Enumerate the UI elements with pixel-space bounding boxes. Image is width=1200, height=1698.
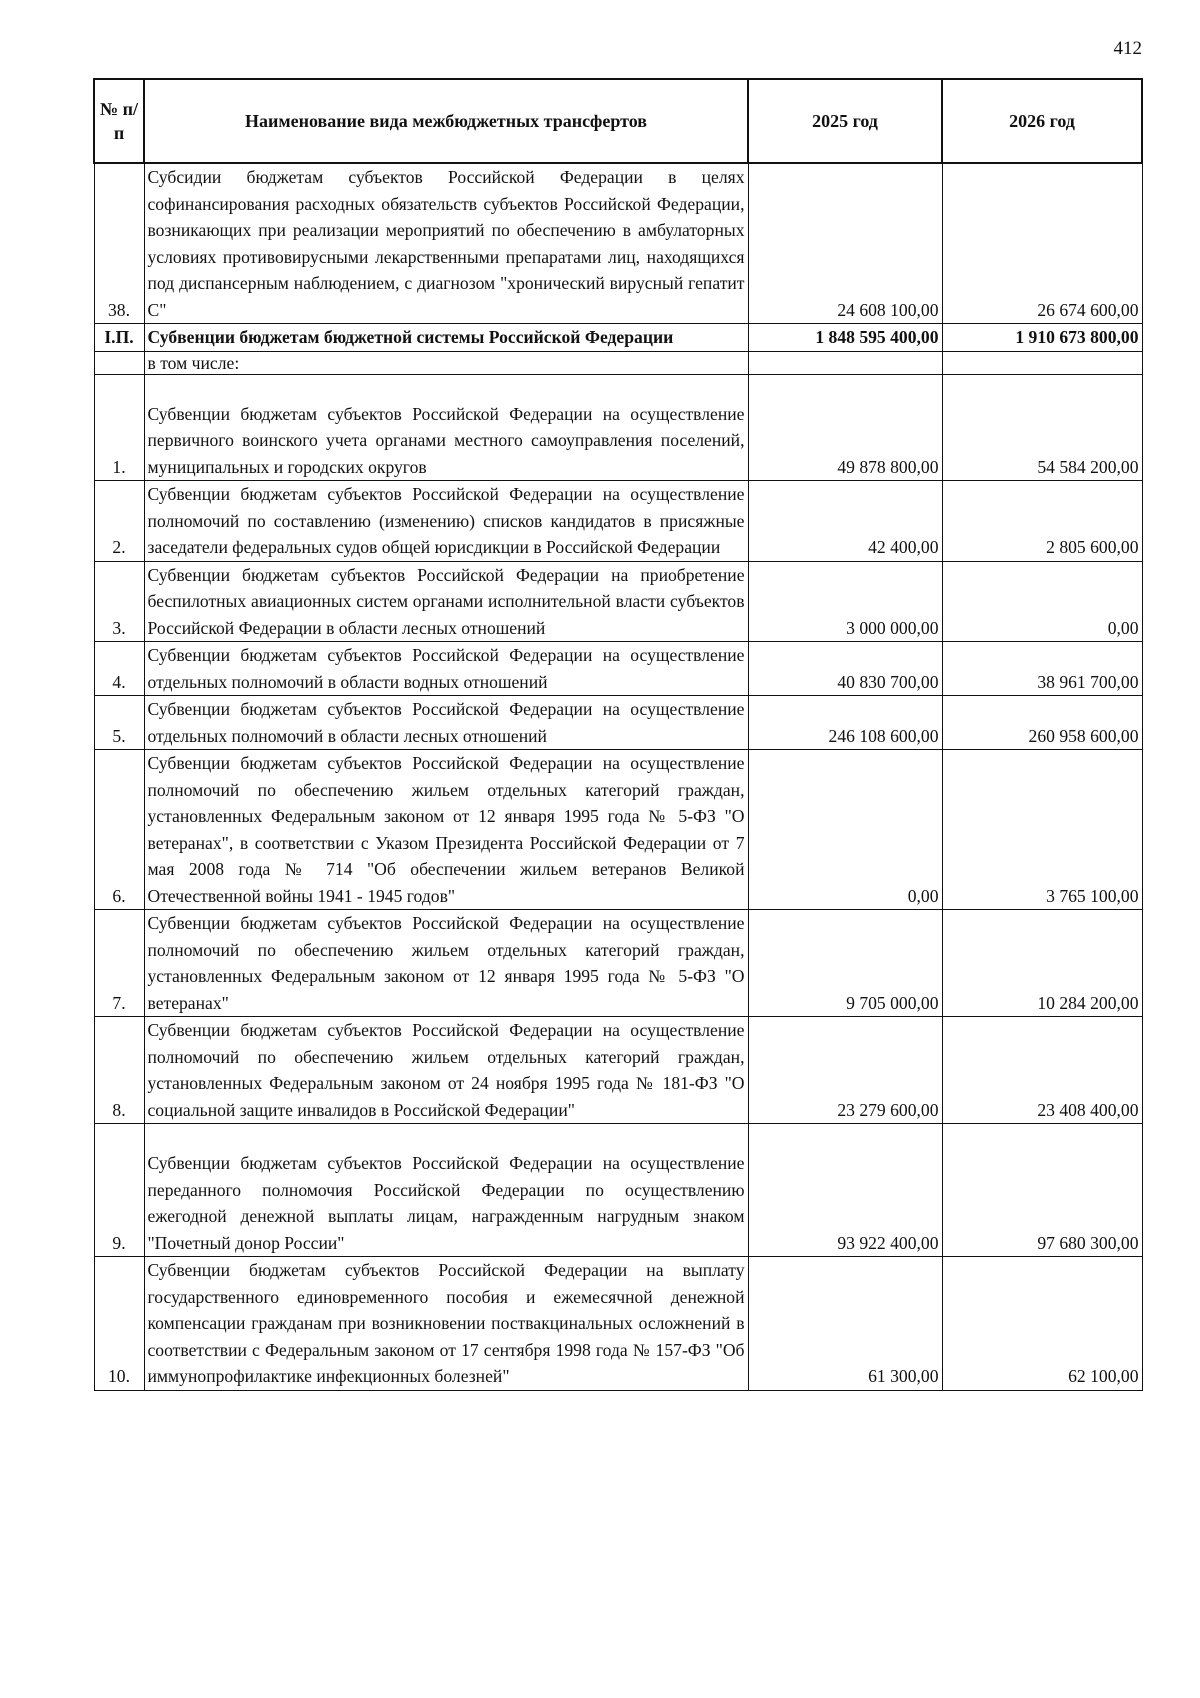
row-amount-2026: 260 958 600,00 — [942, 696, 1142, 750]
including-amount-2025 — [748, 351, 942, 374]
row-name: Субвенции бюджетам субъектов Российской Федерации на осуществление переданного полномочия Российской Федерации по осуществлению ежегодной денежной выплаты лицам, награжденным нагрудным знаком "Почетный донор России" — [144, 1124, 748, 1257]
row-name: Субсидии бюджетам субъектов Российской Федерации в целях софинансирования расходных обязательств субъектов Российской Федерации, возникающих при реализации мероприятий по обеспечению в амбулаторных условиях противовирусными лекарственными препаратами лиц, находящихся под диспансерным наблюдением, с диагнозом "хронический вирусный гепатит С" — [144, 163, 748, 324]
row-name: Субвенции бюджетам субъектов Российской Федерации на приобретение беспилотных авиационных систем органами исполнительной власти субъектов Российской Федерации в области лесных отношений — [144, 561, 748, 642]
row-name: Субвенции бюджетам субъектов Российской Федерации на выплату государственного единовременного пособия и ежемесячной денежной компенсации гражданам при возникновении поствакцинальных осложнений в соответствии с Федеральным законом от 17 сентября 1998 года № 157-ФЗ "Об иммунопрофилактике инфекционных болезней" — [144, 1257, 748, 1391]
row-amount-2026: 62 100,00 — [942, 1257, 1142, 1391]
including-label: в том числе: — [144, 351, 748, 374]
row-num: 3. — [94, 561, 144, 642]
table-row — [94, 374, 1142, 481]
row-amount-2026: 97 680 300,00 — [942, 1124, 1142, 1257]
row-amount-2026: 38 961 700,00 — [942, 642, 1142, 696]
including-num — [94, 351, 144, 374]
row-amount-2025: 0,00 — [748, 750, 942, 910]
row-amount-2025: 93 922 400,00 — [748, 1124, 942, 1257]
row-name: Субвенции бюджетам субъектов Российской Федерации на осуществление отдельных полномочий в области водных отношений — [144, 642, 748, 696]
row-num: 7. — [94, 910, 144, 1017]
row-num: 10. — [94, 1257, 144, 1391]
row-amount-2025: 3 000 000,00 — [748, 561, 942, 642]
row-num: 38. — [94, 163, 144, 324]
header-year-2026: 2026 год — [942, 79, 1142, 163]
row-amount-2025: 40 830 700,00 — [748, 642, 942, 696]
row-num: 1. — [94, 374, 144, 481]
row-amount-2025: 23 279 600,00 — [748, 1017, 942, 1124]
row-amount-2026: 26 674 600,00 — [942, 163, 1142, 324]
table-row — [94, 910, 1142, 1017]
header-name: Наименование вида межбюджетных трансфертов — [144, 79, 748, 163]
row-num: 2. — [94, 481, 144, 562]
row-num: 9. — [94, 1124, 144, 1257]
row-amount-2026: 3 765 100,00 — [942, 750, 1142, 910]
row-name: Субвенции бюджетам субъектов Российской Федерации на осуществление полномочий по обеспечению жильем отдельных категорий граждан, установленных Федеральным законом от 12 января 1995 года № 5-ФЗ "О ветеранах", в соответствии с Указом Президента Российской Федерации от 7 мая 2008 года № 714 "Об обеспечении жильем ветеранов Великой Отечественной войны 1941 - 1945 годов" — [144, 750, 748, 910]
table-row — [94, 1124, 1142, 1257]
table-row — [94, 642, 1142, 696]
row-name: Субвенции бюджетам субъектов Российской Федерации на осуществление полномочий по составлению (изменению) списков кандидатов в присяжные заседатели федеральных судов общей юрисдикции в Российской Федерации — [144, 481, 748, 562]
row-amount-2025: 9 705 000,00 — [748, 910, 942, 1017]
row-num: 8. — [94, 1017, 144, 1124]
including-amount-2026 — [942, 351, 1142, 374]
table-row — [94, 696, 1142, 750]
group-name: Субвенции бюджетам бюджетной системы Российской Федерации — [144, 324, 748, 352]
group-amount-2025: 1 848 595 400,00 — [748, 324, 942, 352]
including-row — [94, 351, 1142, 374]
table-row — [94, 481, 1142, 562]
row-amount-2026: 23 408 400,00 — [942, 1017, 1142, 1124]
row-name: Субвенции бюджетам субъектов Российской Федерации на осуществление отдельных полномочий в области лесных отношений — [144, 696, 748, 750]
table-row — [94, 163, 1142, 324]
transfers-table — [93, 78, 1143, 1391]
header-year-2025: 2025 год — [748, 79, 942, 163]
row-name: Субвенции бюджетам субъектов Российской Федерации на осуществление первичного воинского учета органами местного самоуправления поселений, муниципальных и городских округов — [144, 374, 748, 481]
row-amount-2026: 2 805 600,00 — [942, 481, 1142, 562]
row-amount-2025: 61 300,00 — [748, 1257, 942, 1391]
row-amount-2025: 246 108 600,00 — [748, 696, 942, 750]
row-amount-2025: 24 608 100,00 — [748, 163, 942, 324]
row-amount-2026: 0,00 — [942, 561, 1142, 642]
row-amount-2025: 42 400,00 — [748, 481, 942, 562]
row-num: 6. — [94, 750, 144, 910]
row-amount-2025: 49 878 800,00 — [748, 374, 942, 481]
subvention-rows — [94, 374, 1142, 1390]
row-name: Субвенции бюджетам субъектов Российской Федерации на осуществление полномочий по обеспечению жильем отдельных категорий граждан, установленных Федеральным законом от 12 января 1995 года № 5-ФЗ "О ветеранах" — [144, 910, 748, 1017]
row-amount-2026: 54 584 200,00 — [942, 374, 1142, 481]
row-num: 5. — [94, 696, 144, 750]
group-row — [94, 324, 1142, 352]
table-row — [94, 1257, 1142, 1391]
row-num: 4. — [94, 642, 144, 696]
row-amount-2026: 10 284 200,00 — [942, 910, 1142, 1017]
table-header-row — [94, 79, 1142, 163]
group-num: I.П. — [94, 324, 144, 352]
header-num: № п/п — [94, 79, 144, 163]
row-name: Субвенции бюджетам субъектов Российской Федерации на осуществление полномочий по обеспечению жильем отдельных категорий граждан, установленных Федеральным законом от 24 ноября 1995 года № 181-ФЗ "О социальной защите инвалидов в Российской Федерации" — [144, 1017, 748, 1124]
table-row — [94, 1017, 1142, 1124]
group-amount-2026: 1 910 673 800,00 — [942, 324, 1142, 352]
page-number: 412 — [1113, 38, 1142, 59]
table-row — [94, 561, 1142, 642]
table-row — [94, 750, 1142, 910]
